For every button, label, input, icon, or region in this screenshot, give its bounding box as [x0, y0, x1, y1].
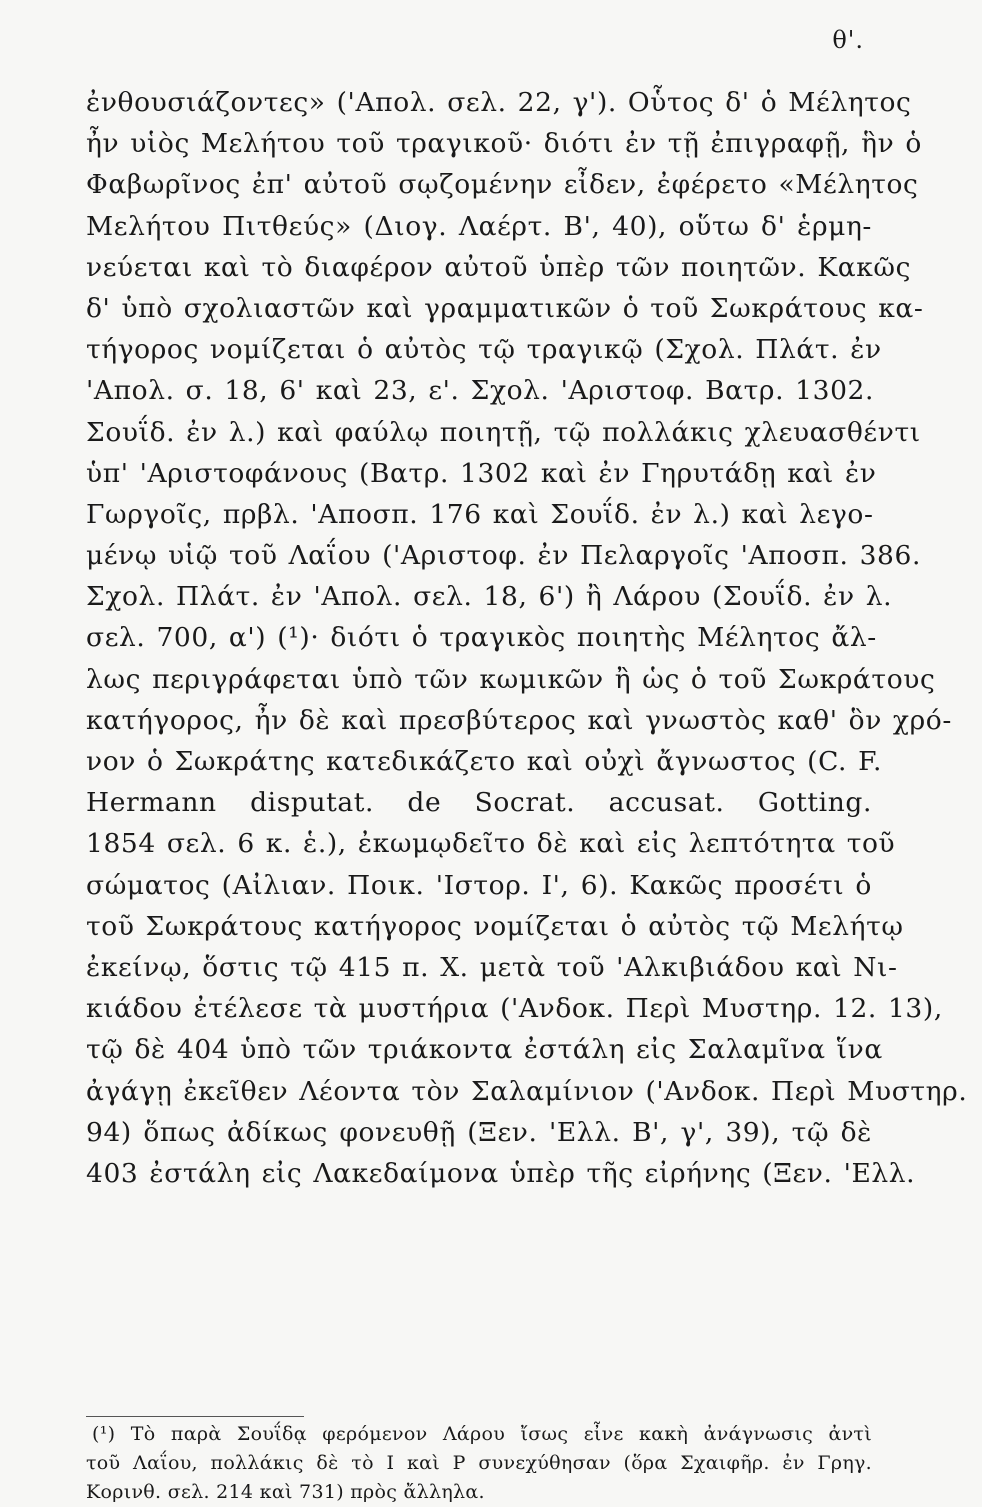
text-line: σελ. 700, α') (¹)· διότι ὁ τραγικὸς ποιητὴς Μέλητος ἄλ- [86, 622, 877, 654]
text-line: κατήγορος, ἦν δὲ καὶ πρεσβύτερος καὶ γνωστὸς καθ' ὃν χρό- [86, 704, 952, 736]
text-line: Hermann disputat. de Socrat. accusat. Gotting. [86, 787, 872, 819]
text-line: νον ὁ Σωκράτης κατεδικάζετο καὶ οὐχὶ ἄγνωστος (C. F. [86, 746, 882, 777]
text-line: νεύεται καὶ τὸ διαφέρον αὐτοῦ ὑπὲρ τῶν ποιητῶν. Κακῶς [86, 251, 912, 283]
footnote-line: Κορινθ. σελ. 214 καὶ 731) πρὸς ἄλληλα. [86, 1481, 485, 1503]
text-line: Γωργοῖς, πρβλ. 'Αποσπ. 176 καὶ Σουΐδ. ἐν λ.) καὶ λεγο- [86, 498, 874, 530]
text-line: Φαβωρῖνος ἐπ' αὐτοῦ σῳζομένην εἶδεν, ἐφέρετο «Μέλητος [86, 169, 919, 201]
text-line: 94) ὅπως ἀδίκως φονευθῇ (Ξεν. 'Ελλ. Β', γ', 39), τῷ δὲ [86, 1116, 872, 1148]
text-line: 403 ἐστάλη εἰς Λακεδαίμονα ὑπὲρ τῆς εἰρήνης (Ξεν. 'Ελλ. [86, 1157, 916, 1189]
footnotes [86, 1420, 872, 1507]
footnote-line: τοῦ Λαΐου, πολλάκις δὲ τὸ Ι καὶ Ρ συνεχύθησαν (ὅρα Σχαιφῆρ. ἐν Γρηγ. [86, 1452, 872, 1474]
text-line: ὑπ' 'Αριστοφάνους (Βατρ. 1302 καὶ ἐν Γηρυτάδῃ καὶ ἐν [86, 457, 877, 489]
text-line: σώματος (Αἰλιαν. Ποικ. 'Ιστορ. Ι', 6). Κακῶς προσέτι ὁ [86, 869, 872, 901]
text-line: ἐνθουσιάζοντες» ('Απολ. σελ. 22, γ'). Οὗτος δ' ὁ Μέλητος [86, 87, 912, 118]
page-number: θ'. [832, 26, 864, 54]
text-line: ἀγάγῃ ἐκεῖθεν Λέοντα τὸν Σαλαμίνιον ('Ανδοκ. Περὶ Μυστηρ. [86, 1075, 968, 1107]
main-text [86, 82, 968, 1194]
text-line: κιάδου ἐτέλεσε τὰ μυστήρια ('Ανδοκ. Περὶ Μυστηρ. 12. 13), [86, 993, 943, 1025]
text-line: λως περιγράφεται ὑπὸ τῶν κωμικῶν ἢ ὡς ὁ τοῦ Σωκράτους [86, 663, 936, 695]
text-line: τοῦ Σωκράτους κατήγορος νομίζεται ὁ αὐτὸς τῷ Μελήτῳ [86, 910, 904, 942]
footnote-line: (¹) Τὸ παρὰ Σουΐδᾳ φερόμενον Λάρου ἴσως εἶνε κακὴ ἀνάγνωσις ἀντὶ [92, 1423, 872, 1445]
text-line: τῷ δὲ 404 ὑπὸ τῶν τριάκοντα ἐστάλη εἰς Σαλαμῖνα ἵνα [86, 1034, 883, 1066]
text-line: Μελήτου Πιτθεύς» (Διογ. Λαέρτ. Β', 40), οὕτω δ' ἑρμη- [86, 210, 872, 242]
text-line: 'Απολ. σ. 18, 6' καὶ 23, ε'. Σχολ. 'Αριστοφ. Βατρ. 1302. [86, 375, 875, 407]
text-line: 1854 σελ. 6 κ. ἑ.), ἐκωμῳδεῖτο δὲ καὶ εἰς λεπτότητα τοῦ [86, 828, 896, 860]
text-line: Σουΐδ. ἐν λ.) καὶ φαύλῳ ποιητῇ, τῷ πολλάκις χλευασθέντι [86, 416, 921, 448]
text-line: Σχολ. Πλάτ. ἐν 'Απολ. σελ. 18, 6') ἢ Λάρου (Σουΐδ. ἐν λ. [86, 581, 893, 613]
text-line: ἦν υἱὸς Μελήτου τοῦ τραγικοῦ· διότι ἐν τῇ ἐπιγραφῇ, ἣν ὁ [86, 128, 922, 160]
text-line: τήγορος νομίζεται ὁ αὐτὸς τῷ τραγικῷ (Σχολ. Πλάτ. ἐν [86, 334, 882, 366]
text-line: ἐκείνῳ, ὅστις τῷ 415 π. Χ. μετὰ τοῦ 'Αλκιβιάδου καὶ Νι- [86, 951, 898, 983]
footnote-divider [86, 1416, 304, 1417]
text-line: δ' ὑπὸ σχολιαστῶν καὶ γραμματικῶν ὁ τοῦ Σωκράτους κα- [86, 292, 924, 324]
text-line: μένῳ υἱῷ τοῦ Λαΐου ('Αριστοφ. ἐν Πελαργοῖς 'Αποσπ. 386. [86, 540, 921, 572]
